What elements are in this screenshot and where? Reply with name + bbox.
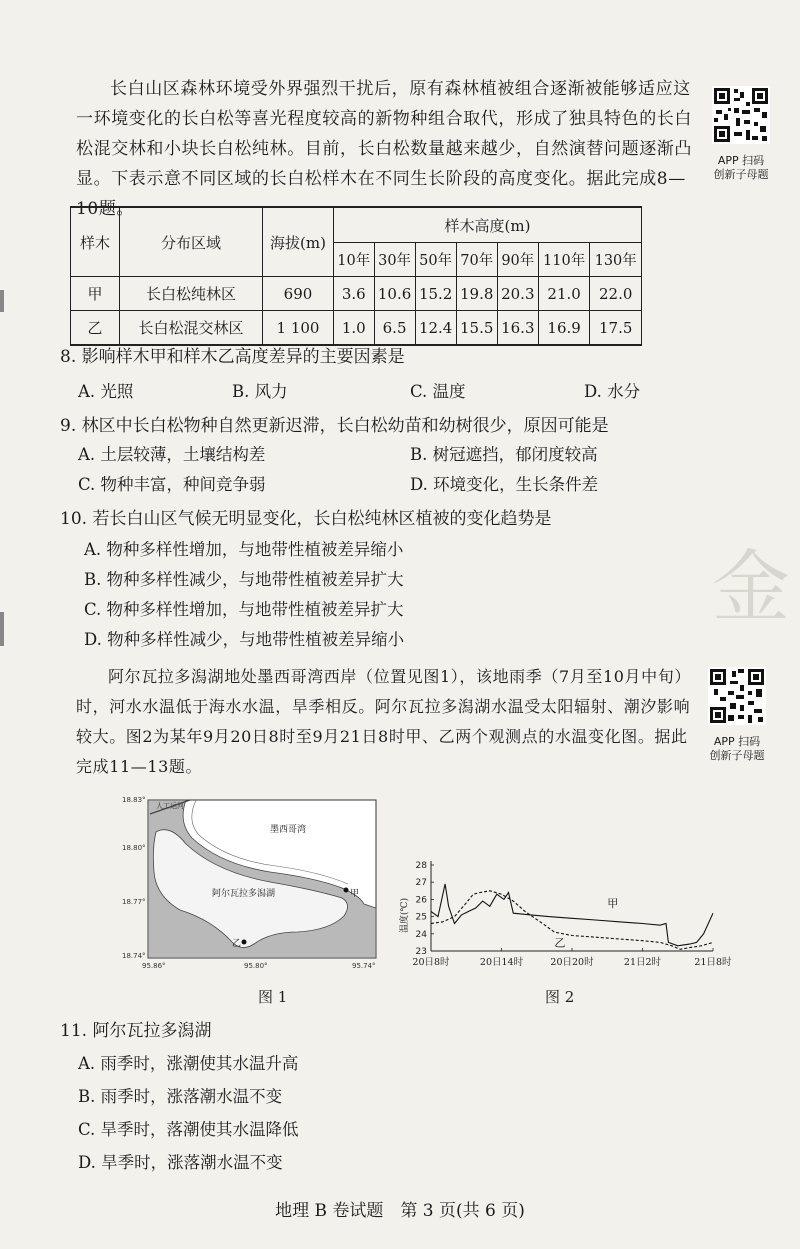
q11-option-a[interactable]: A. 雨季时，涨潮使其水温升高 — [78, 1054, 299, 1073]
q11-option-c[interactable]: C. 旱季时，落潮使其水温降低 — [78, 1120, 299, 1139]
q11-option-b[interactable]: B. 雨季时，涨落潮水温不变 — [78, 1087, 283, 1106]
q9-option-b[interactable]: B. 树冠遮挡，郁闭度较高 — [410, 445, 598, 464]
lat-label: 18.80° — [122, 844, 146, 852]
y-tick-label: 23 — [415, 947, 427, 957]
q10-option-d[interactable]: D. 物种多样性减少，与地带性植被差异缩小 — [84, 630, 405, 649]
qr-caption: APP 扫码 创新子母题 — [709, 735, 765, 762]
col-header-region: 分布区域 — [120, 207, 263, 277]
lagoon-label: 阿尔瓦拉多潟湖 — [212, 889, 276, 899]
point-a-label: 甲 — [350, 889, 360, 899]
series-line-a — [431, 884, 713, 946]
x-tick-label: 20日20时 — [550, 957, 594, 968]
q8-option-d[interactable]: D. 水分 — [584, 382, 641, 401]
q8-option-b[interactable]: B. 风力 — [232, 382, 288, 401]
year-header: 70年 — [456, 243, 497, 277]
x-tick-label: 20日8时 — [412, 957, 450, 968]
year-header: 130年 — [590, 243, 642, 277]
intro-paragraph-11-13: 阿尔瓦拉多潟湖地处墨西哥湾西岸（位置见图1），该地雨季（7月至10月中旬）时，河水水温低于海水水温，旱季相反。阿尔瓦拉多潟湖水温受太阳辐射、潮汐影响较大。图2为某年9月20日8时至9月21日8时甲、乙两个观测点的水温变化图。据此完成11—13题。 — [76, 667, 691, 776]
table-row: 甲 长白松纯林区 690 3.6 10.6 15.2 19.8 20.3 21.0 22.0 — [71, 277, 642, 311]
point-b-marker — [242, 940, 247, 945]
intro-paragraph-8-10: 长白山区森林环境受外界强烈干扰后，原有森林植被组合逐渐被能够适应这一环境变化的长白松等喜光程度较高的新物种组合取代，形成了独具特色的长白松混交林和小块长白松纯林。目前，长白松数量越来越少，自然演替问题逐渐凸显。下表示意不同区域的长白松样木在不同生长阶段的高度变化。据此完成8—10题。 — [76, 79, 692, 219]
figure-2-caption: 图 2 — [545, 988, 575, 1006]
page-footer: 地理 B 卷试题 第 3 页(共 6 页) — [275, 1201, 525, 1221]
year-header: 10年 — [334, 243, 375, 277]
question-11-stem: 11. 阿尔瓦拉多潟湖 — [60, 1021, 212, 1041]
col-header-sample: 样木 — [71, 207, 120, 277]
series-label: 乙 — [554, 936, 566, 950]
series-line-b — [431, 891, 713, 950]
point-b-label: 乙 — [232, 939, 242, 949]
q8-option-c[interactable]: C. 温度 — [410, 382, 466, 401]
qr-code-icon[interactable] — [712, 86, 770, 144]
canal-label: 人工运河 — [156, 802, 184, 810]
qr-caption: APP 扫码 创新子母题 — [713, 154, 769, 181]
question-8-stem: 8. 影响样木甲和样木乙高度差异的主要因素是 — [60, 347, 405, 367]
binding-mark — [0, 612, 4, 646]
figure-1-map — [120, 792, 380, 972]
x-tick-label: 21日2时 — [623, 957, 662, 968]
q10-option-b[interactable]: B. 物种多样性减少，与地带性植被差异扩大 — [84, 570, 404, 589]
y-axis-label: 温度(℃) — [400, 897, 410, 933]
y-tick-label: 27 — [415, 878, 427, 889]
q10-option-a[interactable]: A. 物种多样性增加，与地带性植被差异缩小 — [84, 540, 404, 559]
lat-label: 18.74° — [122, 952, 146, 960]
gulf-label: 墨西哥湾 — [270, 825, 307, 835]
year-header: 90年 — [497, 243, 538, 277]
col-header-altitude: 海拔(m) — [263, 207, 334, 277]
y-tick-label: 28 — [415, 861, 427, 871]
year-header: 50年 — [415, 243, 456, 277]
lon-label: 95.74° — [352, 962, 376, 970]
q9-option-c[interactable]: C. 物种丰富，种间竞争弱 — [78, 475, 266, 494]
q11-option-d[interactable]: D. 旱季时，涨落潮水温不变 — [78, 1153, 283, 1172]
qr-code-icon[interactable] — [708, 667, 766, 725]
y-tick-label: 25 — [415, 912, 427, 923]
height-table — [70, 206, 642, 346]
q8-option-a[interactable]: A. 光照 — [78, 382, 134, 401]
question-9-stem: 9. 林区中长白松物种自然更新迟滞，长白松幼苗和幼树很少，原因可能是 — [60, 416, 609, 436]
figure-1-caption: 图 1 — [258, 988, 288, 1006]
x-tick-label: 21日8时 — [694, 957, 732, 968]
q9-option-d[interactable]: D. 环境变化，生长条件差 — [410, 475, 599, 494]
figure-2-chart — [395, 855, 732, 975]
col-header-height: 样木高度(m) — [334, 207, 642, 243]
lat-label: 18.83° — [122, 796, 146, 804]
table-row: 乙 长白松混交林区 1 100 1.0 6.5 12.4 15.5 16.3 16.9 17.5 — [71, 311, 642, 346]
q10-option-c[interactable]: C. 物种多样性增加，与地带性植被差异扩大 — [84, 600, 404, 619]
year-header: 30年 — [374, 243, 415, 277]
x-tick-label: 20日14时 — [479, 957, 524, 968]
q9-option-a[interactable]: A. 土层较薄，土壤结构差 — [78, 445, 266, 464]
lat-label: 18.77° — [122, 898, 146, 906]
point-a-marker — [344, 888, 349, 893]
question-10-stem: 10. 若长白山区气候无明显变化，长白松纯林区植被的变化趋势是 — [60, 509, 552, 529]
y-tick-label: 24 — [415, 929, 427, 940]
year-header: 110年 — [538, 243, 590, 277]
binding-mark — [0, 290, 4, 312]
watermark: 金 — [712, 543, 791, 633]
series-label: 甲 — [607, 897, 619, 911]
lon-label: 95.86° — [142, 962, 166, 970]
lon-label: 95.80° — [244, 962, 268, 970]
y-tick-label: 26 — [415, 895, 427, 906]
